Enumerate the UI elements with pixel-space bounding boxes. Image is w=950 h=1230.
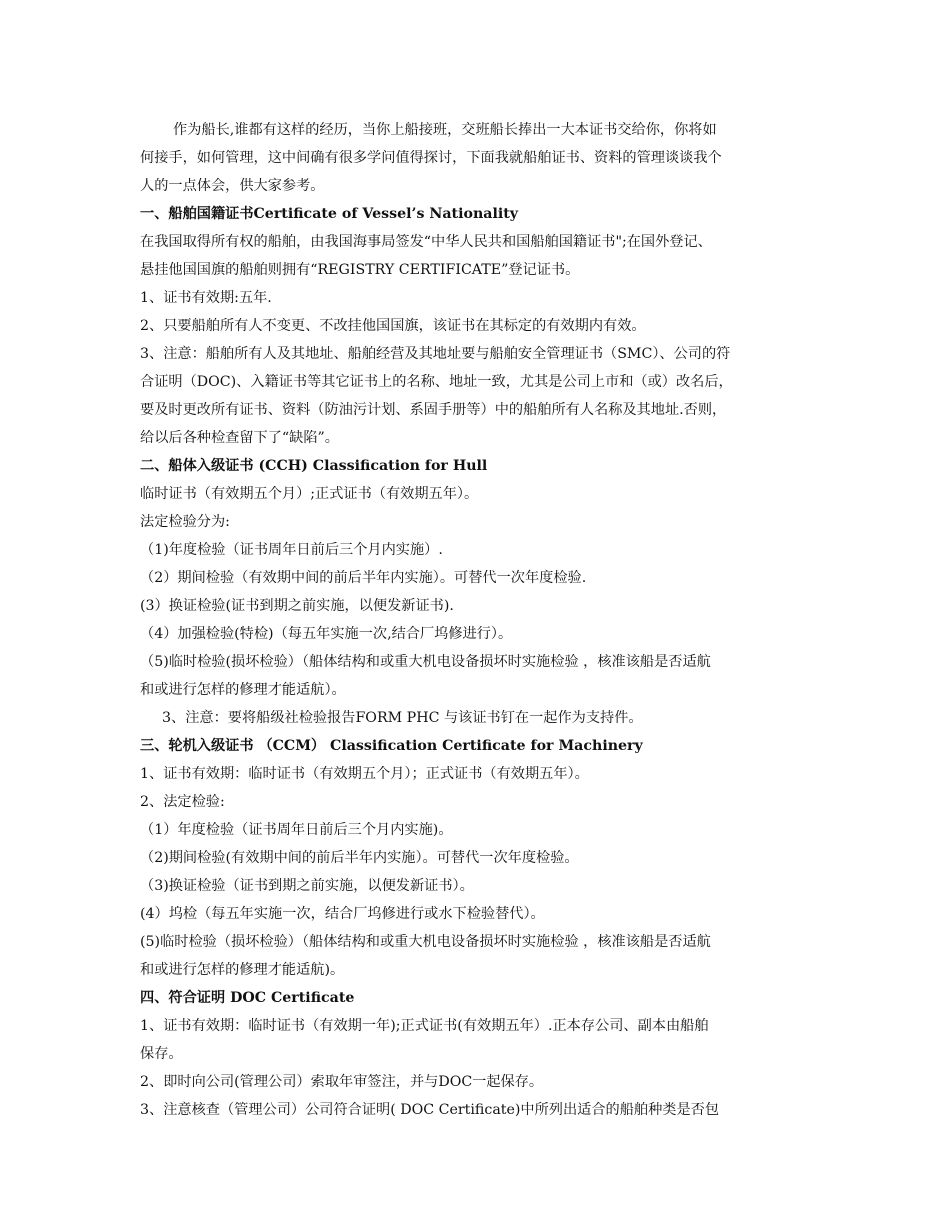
paragraph-line: （2）期间检验（有效期中间的前后半年内实施）。可替代一次年度检验. bbox=[140, 570, 587, 586]
paragraph-line: （1)年度检验（证书周年日前后三个月内实施）. bbox=[140, 542, 443, 558]
paragraph-line: 1、证书有效期：临时证书（有效期一年);正式证书(有效期五年）.正本存公司、副本由船舶 bbox=[140, 1018, 709, 1034]
paragraph-line: 3、注意：要将船级社检验报告FORM PHC 与该证书钉在一起作为支持件。 bbox=[162, 710, 643, 726]
paragraph-line: 在我国取得所有权的船舶，由我国海事局签发“中华人民共和国船舶国籍证书";在国外登记、 bbox=[140, 234, 712, 250]
paragraph-line: (3）换证检验(证书到期之前实施，以便发新证书). bbox=[140, 598, 454, 614]
intro-line: 作为船长,谁都有这样的经历，当你上船接班，交班船长捧出一大本证书交给你，你将如 bbox=[173, 122, 717, 138]
paragraph-line: （1）年度检验（证书周年日前后三个月内实施)。 bbox=[140, 822, 453, 838]
paragraph-line: 2、法定检验: bbox=[140, 794, 225, 810]
paragraph-line: 法定检验分为: bbox=[140, 514, 230, 530]
intro-line: 何接手，如何管理，这中间确有很多学问值得探讨，下面我就船舶证书、资料的管理谈谈我个 bbox=[140, 150, 722, 166]
section-heading: 二、船体入级证书 (CCH) Classification for Hull bbox=[140, 458, 488, 474]
paragraph-line: 1、证书有效期：临时证书（有效期五个月）；正式证书（有效期五年）。 bbox=[140, 766, 589, 782]
document-page bbox=[140, 116, 820, 1124]
paragraph-line: (4）坞检（每五年实施一次，结合厂坞修进行或水下检验替代）。 bbox=[140, 906, 545, 922]
paragraph-line: 合证明（DOC)、入籍证书等其它证书上的名称、地址一致，尤其是公司上市和（或）改名后， bbox=[140, 374, 733, 390]
intro-line: 人的一点体会，供大家参考。 bbox=[140, 178, 325, 194]
paragraph-line: 2、只要船舶所有人不变更、不改挂他国国旗，该证书在其标定的有效期内有效。 bbox=[140, 318, 646, 334]
paragraph-line: 和或进行怎样的修理才能适航)。 bbox=[140, 962, 345, 978]
paragraph-line: 3、注意：船舶所有人及其地址、船舶经营及其地址要与船舶安全管理证书（SMC）、公司的符 bbox=[140, 346, 731, 362]
paragraph-line: (5)临时检验（损坏检验）（船体结构和或重大机电设备损坏时实施检验 ，核准该船是否适航 bbox=[140, 934, 711, 950]
section-heading: 一、船舶国籍证书Certificate of Vessel’s Nationality bbox=[140, 206, 519, 222]
paragraph-line: 和或进行怎样的修理才能适航）。 bbox=[140, 682, 346, 698]
paragraph-line: 3、注意核查（管理公司）公司符合证明( DOC Certificate)中所列出适合的船舶种类是否包 bbox=[140, 1102, 720, 1118]
paragraph-line: 保存。 bbox=[140, 1046, 183, 1062]
paragraph-line: （4）加强检验(特检)（每五年实施一次,结合厂坞修进行）。 bbox=[140, 626, 513, 642]
paragraph-line: 1、证书有效期:五年. bbox=[140, 290, 272, 306]
section-heading: 四、符合证明 DOC Certificate bbox=[140, 990, 355, 1006]
paragraph-line: 2、即时向公司(管理公司）索取年审签注，并与DOC一起保存。 bbox=[140, 1074, 544, 1090]
paragraph-line: （2)期间检验(有效期中间的前后半年内实施）。可替代一次年度检验。 bbox=[140, 850, 579, 866]
paragraph-line: （5)临时检验(损坏检验）（船体结构和或重大机电设备损坏时实施检验 ，核准该船是否适航 bbox=[140, 654, 711, 670]
section-heading: 三、轮机入级证书 （CCM） Classification Certificate for Machinery bbox=[140, 738, 643, 754]
paragraph-line: 临时证书（有效期五个月）;正式证书（有效期五年）。 bbox=[140, 486, 479, 502]
paragraph-line: 要及时更改所有证书、资料（防油污计划、系固手册等）中的船舶所有人名称及其地址.否则， bbox=[140, 402, 727, 418]
paragraph-line: 给以后各种检查留下了“缺陷”。 bbox=[140, 430, 339, 446]
paragraph-line: 悬挂他国国旗的船舶则拥有“REGISTRY CERTIFICATE”登记证书。 bbox=[140, 262, 580, 278]
paragraph-line: （3)换证检验（证书到期之前实施，以便发新证书）。 bbox=[140, 878, 474, 894]
